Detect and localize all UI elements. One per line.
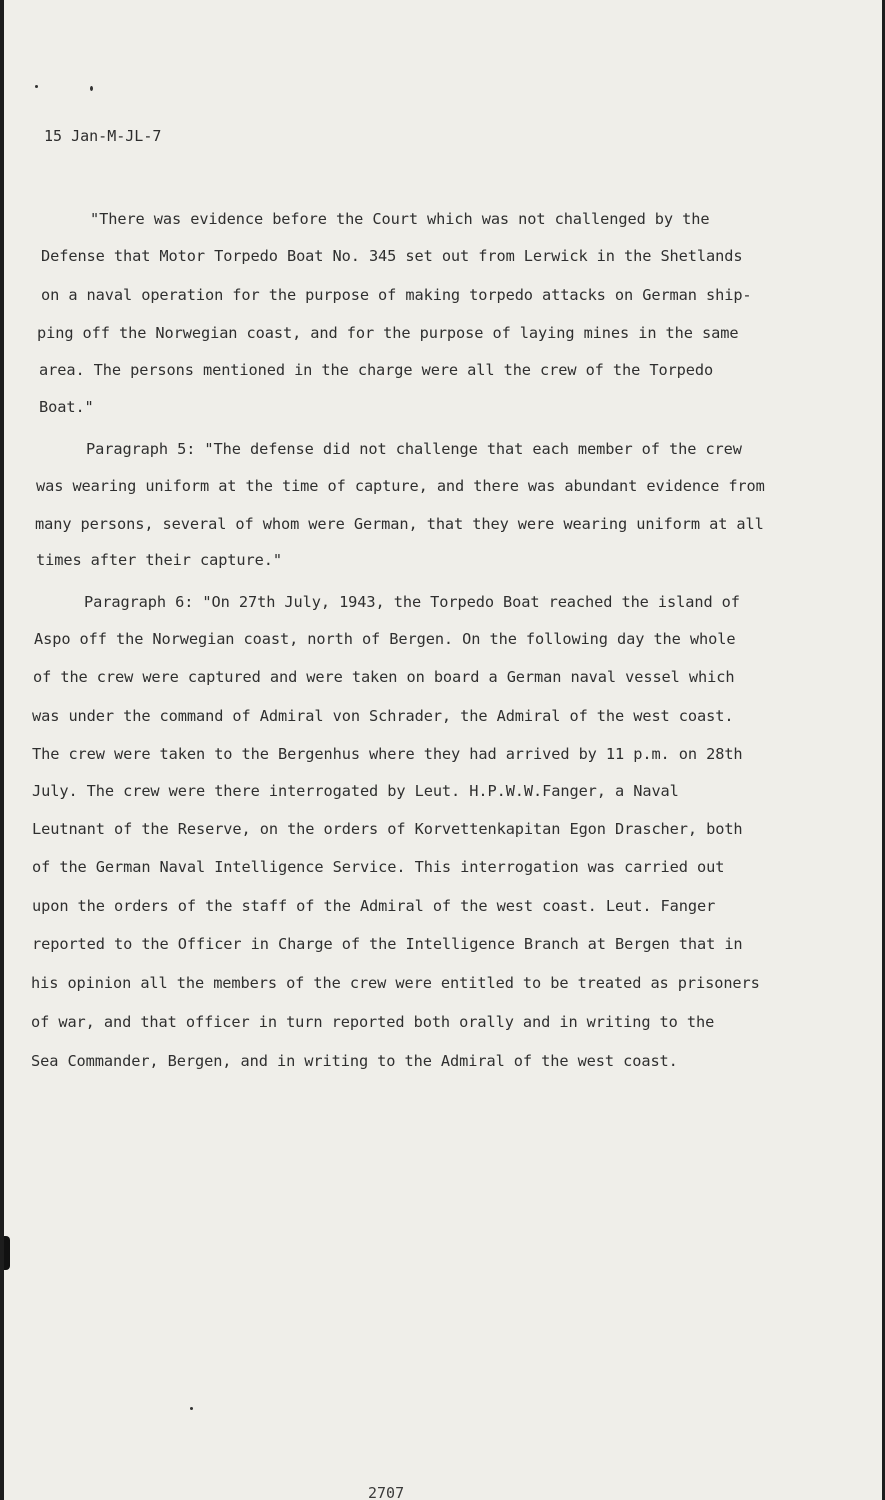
text-line: "There was evidence before the Court which was not challenged by the: [90, 210, 710, 228]
page-number: 2707: [368, 1484, 405, 1500]
text-line: was wearing uniform at the time of capture, and there was abundant evidence from: [36, 477, 765, 495]
text-line: times after their capture.": [36, 551, 282, 569]
ink-speck: [35, 85, 38, 88]
binder-notch: [4, 1236, 10, 1270]
text-line: Boat.": [39, 398, 94, 416]
ink-speck: [190, 1407, 193, 1410]
text-line: The crew were taken to the Bergenhus where they had arrived by 11 p.m. on 28th: [32, 745, 743, 763]
text-line: many persons, several of whom were German, that they were wearing uniform at all: [35, 515, 764, 533]
text-line: his opinion all the members of the crew were entitled to be treated as prisoners: [31, 974, 760, 992]
text-line: upon the orders of the staff of the Admiral of the west coast. Leut. Fanger: [32, 897, 716, 915]
text-line: Sea Commander, Bergen, and in writing to the Admiral of the west coast.: [31, 1052, 678, 1070]
text-line: area. The persons mentioned in the charge were all the crew of the Torpedo: [39, 361, 714, 379]
document-page: [4, 0, 882, 1500]
text-line: reported to the Officer in Charge of the Intelligence Branch at Bergen that in: [32, 935, 743, 953]
text-line: of war, and that officer in turn reported both orally and in writing to the: [31, 1013, 715, 1031]
text-line: of the German Naval Intelligence Service. This interrogation was carried out: [32, 858, 725, 876]
document-reference: 15 Jan-M-JL-7: [44, 127, 162, 145]
text-line: July. The crew were there interrogated by Leut. H.P.W.W.Fanger, a Naval: [32, 782, 679, 800]
text-line: Paragraph 5: "The defense did not challenge that each member of the crew: [86, 440, 742, 458]
text-line: of the crew were captured and were taken on board a German naval vessel which: [33, 668, 735, 686]
text-line: Paragraph 6: "On 27th July, 1943, the Torpedo Boat reached the island of: [84, 593, 740, 611]
ink-speck: [90, 86, 93, 91]
text-line: ping off the Norwegian coast, and for the purpose of laying mines in the same: [37, 324, 739, 342]
text-line: Defense that Motor Torpedo Boat No. 345 set out from Lerwick in the Shetlands: [41, 247, 743, 265]
text-line: Leutnant of the Reserve, on the orders of Korvettenkapitan Egon Drascher, both: [32, 820, 743, 838]
text-line: was under the command of Admiral von Schrader, the Admiral of the west coast.: [32, 707, 734, 725]
text-line: on a naval operation for the purpose of making torpedo attacks on German ship-: [41, 286, 752, 304]
text-line: Aspo off the Norwegian coast, north of Bergen. On the following day the whole: [34, 630, 736, 648]
